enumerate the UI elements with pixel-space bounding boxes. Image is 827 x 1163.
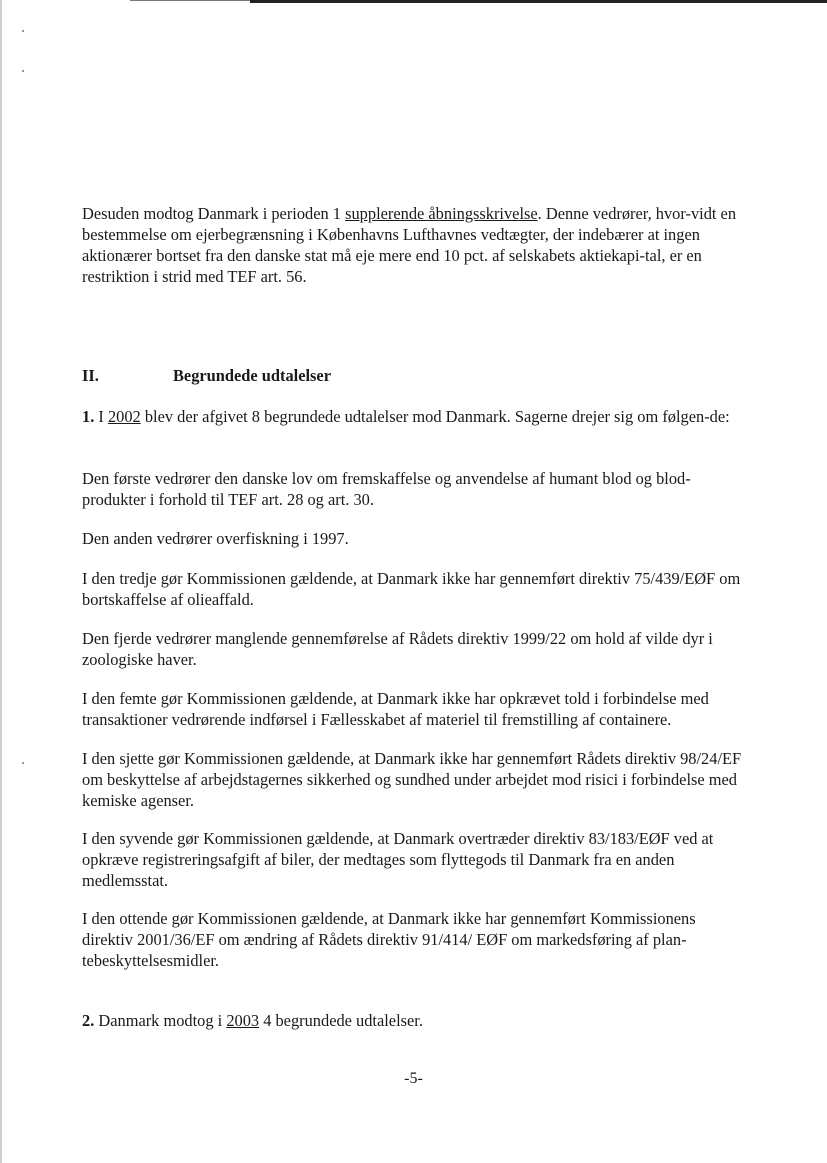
top-rule-thick — [250, 0, 827, 3]
paragraph-1-number: 1. — [82, 407, 95, 426]
paragraph-1 — [82, 406, 730, 427]
section-number: II. — [82, 366, 99, 385]
paragraph-2 — [82, 1010, 423, 1031]
page-left-edge — [0, 0, 2, 1163]
list-item-3: I den tredje gør Kommissionen gældende, at Danmark ikke har gennemført direktiv 75/439/EØF om bortskaffelse af olieaffald. — [82, 569, 741, 609]
section-title: Begrundede udtalelser — [173, 366, 331, 385]
list-item-4: Den fjerde vedrører manglende gennemførelse af Rådets direktiv 1999/22 om hold af vilde dyr i zoologiske haver. — [82, 629, 713, 669]
intro-underlined-term: supplerende åbningsskrivelse — [345, 204, 538, 223]
intro-text-start: Desuden modtog Danmark i perioden 1 — [82, 204, 346, 223]
page-number: -5- — [404, 1070, 423, 1087]
section-heading — [82, 365, 331, 386]
intro-text-end: . Denne vedrører, hvor-vidt en bestemmelse om ejerbegrænsning i Københavns Lufthavnes vedtægter, der indebærer at ingen aktionærer bortset fra den danske stat må eje mere end 10 pct. af selskabets aktiekapi-tal, er en restriktion i strid med TEF art. 56. — [82, 204, 737, 286]
paragraph-1-text-start: I — [94, 407, 108, 426]
paragraph-2-year: 2003 — [226, 1011, 260, 1030]
list-item-6: I den sjette gør Kommissionen gældende, at Danmark ikke har gennemført Rådets direktiv 98/24/EF om beskyttelse af arbejdstagernes sikkerhed og sundhed under arbejdet mod risici i forbindelse med kemiske agenser. — [82, 749, 742, 810]
scan-speck — [22, 762, 24, 764]
paragraph-2-number: 2. — [82, 1011, 95, 1030]
paragraph-1-year: 2002 — [107, 407, 141, 426]
list-item-8: I den ottende gør Kommissionen gældende, at Danmark ikke har gennemført Kommissionens direktiv 2001/36/EF om ændring af Rådets direktiv 91/414/ EØF om markedsføring af plan-tebeskyttelsesmidler. — [82, 909, 696, 970]
list-item-2: Den anden vedrører overfiskning i 1997. — [82, 529, 349, 548]
paragraph-2-text-start: Danmark modtog i — [94, 1011, 227, 1030]
paragraph-2-text-end: 4 begrundede udtalelser. — [259, 1011, 423, 1030]
list-item-1: Den første vedrører den danske lov om fremskaffelse og anvendelse af humant blod og blod-produkter i forhold til TEF art. 28 og art. 30. — [82, 469, 691, 509]
paragraph-1-text-end: blev der afgivet 8 begrundede udtalelser mod Danmark. Sagerne drejer sig om følgen-de: — [140, 407, 730, 426]
list-item-5: I den femte gør Kommissionen gældende, at Danmark ikke har opkrævet told i forbindelse med transaktioner vedrørende indførsel i Fællesskabet af materiel til fremstilling af containere. — [82, 689, 709, 729]
scan-speck — [22, 30, 24, 32]
list-item-7: I den syvende gør Kommissionen gældende, at Danmark overtræder direktiv 83/183/EØF ved at opkræve registreringsafgift af biler, der medtages som flyttegods til Danmark fra en anden medlemsstat. — [82, 829, 714, 890]
scan-speck — [22, 70, 24, 72]
paragraph-intro — [82, 203, 747, 287]
